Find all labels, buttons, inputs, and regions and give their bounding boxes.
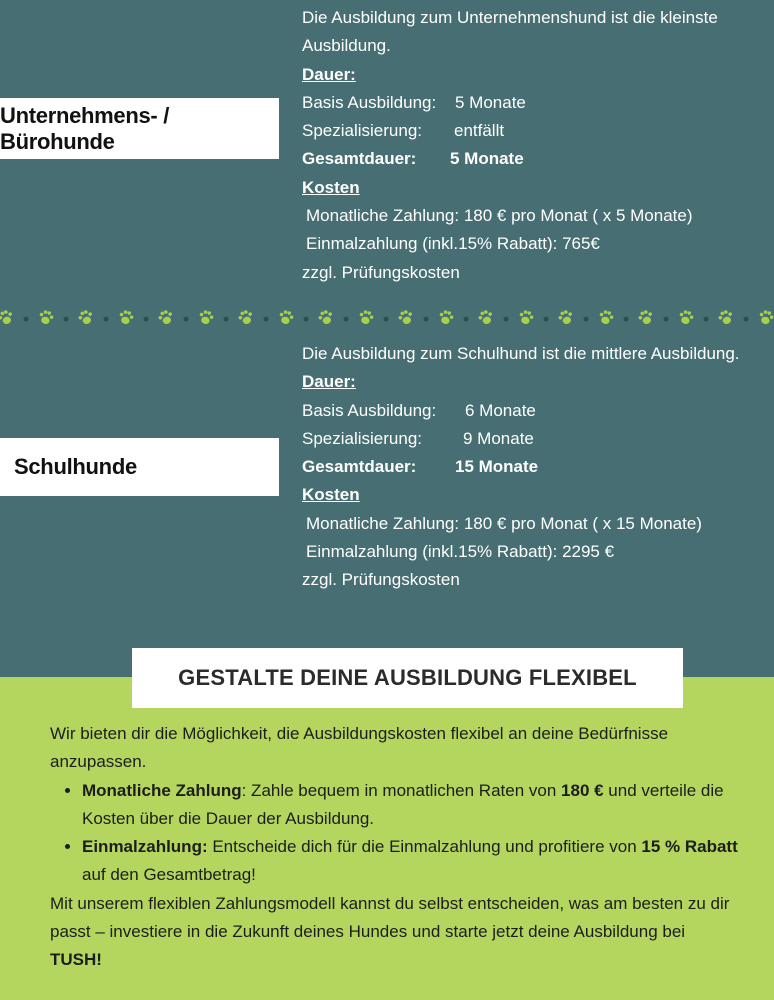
monthly-payment: Monatliche Zahlung: 180 € pro Monat ( x 5 Monate) xyxy=(306,206,693,226)
onetime-bold: Einmalzahlung: xyxy=(82,837,208,857)
flex-intro: Wir bieten dir die Möglichkeit, die Ausbildungskosten flexibel an deine Bedürfnisse anzupassen. xyxy=(50,724,669,772)
divider-dot xyxy=(424,317,429,322)
paw-print-icon xyxy=(198,309,215,326)
divider-dot xyxy=(464,317,469,322)
paw-print-icon xyxy=(278,309,295,326)
gesamt-key: Gesamtdauer: xyxy=(302,149,417,169)
paw-print-icon xyxy=(758,309,774,326)
onetime-discount: 15 % Rabatt xyxy=(641,837,738,857)
basis-row xyxy=(302,397,762,425)
section-label-school-dogs xyxy=(0,438,279,496)
divider-dot xyxy=(584,317,589,322)
section-intro: Die Ausbildung zum Schulhund ist die mittlere Ausbildung. xyxy=(302,344,740,363)
onetime-payment: Einmalzahlung (inkl.15% Rabatt): 2295 € xyxy=(306,542,615,562)
section-label-text: Schulhunde xyxy=(14,454,137,479)
spez-row xyxy=(302,425,762,453)
exam-costs: zzgl. Prüfungskosten xyxy=(302,570,460,590)
monthly-bold: Monatliche Zahlung xyxy=(82,780,242,800)
monthly-amount: 180 € xyxy=(561,780,604,800)
divider-dot xyxy=(384,317,389,322)
gesamt-value: 15 Monate xyxy=(455,457,539,477)
basis-value: 5 Monate xyxy=(455,92,526,112)
paw-print-icon xyxy=(518,309,535,326)
section-label-office-dogs xyxy=(0,98,279,159)
spez-key: Spezialisierung: xyxy=(302,121,423,141)
section-info-office-dogs xyxy=(302,4,762,287)
monthly-payment: Monatliche Zahlung: 180 € pro Monat ( x 15 Monate) xyxy=(306,513,702,533)
divider-dot xyxy=(664,317,669,322)
banner-title: GESTALTE DEINE AUSBILDUNG FLEXIBEL xyxy=(178,665,637,690)
dauer-heading: Dauer: xyxy=(302,372,356,392)
spez-value: entfällt xyxy=(454,121,505,141)
spez-value: 9 Monate xyxy=(463,428,534,448)
kosten-heading: Kosten xyxy=(302,485,360,505)
paw-print-icon xyxy=(358,309,375,326)
paw-print-icon xyxy=(317,309,335,326)
divider-dot xyxy=(624,317,629,322)
closing-text: Mit unserem flexiblen Zahlungsmodell kannst du selbst entscheiden, was am besten zu dir passt – investiere in die Zukunft deines Hundes und starte jetzt deine Ausbildung bei xyxy=(50,893,730,942)
divider-dot xyxy=(704,317,709,322)
paw-print-icon xyxy=(557,309,575,326)
divider-dot xyxy=(344,317,349,322)
gesamt-row xyxy=(302,145,762,173)
monthly-text-a: : Zahle bequem in monatlichen Raten von xyxy=(241,780,562,800)
paw-print-icon xyxy=(38,309,55,326)
exam-costs: zzgl. Prüfungskosten xyxy=(302,262,460,282)
paw-print-icon xyxy=(157,309,175,326)
list-item-onetime xyxy=(82,833,740,890)
paw-print-icon xyxy=(0,309,15,326)
flexible-payment-text xyxy=(50,720,740,975)
paw-print-icon xyxy=(77,309,95,326)
list-item-monthly xyxy=(82,777,740,834)
spez-row xyxy=(302,117,762,145)
section-info-school-dogs xyxy=(302,340,762,595)
paw-print-icon xyxy=(118,309,135,326)
basis-value: 6 Monate xyxy=(465,400,536,420)
divider-dot xyxy=(264,317,269,322)
paw-print-icon xyxy=(477,309,495,326)
paw-print-icon xyxy=(717,309,735,326)
monthly-text-b: und verteile die Kosten über die Dauer der Ausbildung. xyxy=(82,780,724,828)
kosten-heading: Kosten xyxy=(302,177,360,197)
divider-dot xyxy=(104,317,109,322)
payment-options-list xyxy=(50,777,740,890)
basis-key: Basis Ausbildung: xyxy=(302,400,437,420)
paw-print-icon xyxy=(637,309,655,326)
flex-closing xyxy=(50,890,740,975)
divider-dot xyxy=(504,317,509,322)
spez-key: Spezialisierung: xyxy=(302,428,423,448)
onetime-text-b: auf den Gesamtbetrag! xyxy=(82,865,256,885)
onetime-text-a: Entscheide dich für die Einmalzahlung und profitiere von xyxy=(207,837,642,857)
dauer-heading: Dauer: xyxy=(302,64,356,84)
section-intro: Die Ausbildung zum Unternehmenshund ist die kleinste Ausbildung. xyxy=(302,8,718,56)
basis-row xyxy=(302,89,762,117)
divider-dot xyxy=(24,317,29,322)
divider-dot xyxy=(64,317,69,322)
gesamt-value: 5 Monate xyxy=(450,149,524,169)
flexible-banner xyxy=(132,648,683,708)
gesamt-row xyxy=(302,453,762,481)
divider-dot xyxy=(544,317,549,322)
onetime-payment: Einmalzahlung (inkl.15% Rabatt): 765€ xyxy=(306,234,600,254)
paw-print-icon xyxy=(438,309,455,326)
divider-dot xyxy=(304,317,309,322)
brand-name: TUSH! xyxy=(50,950,102,970)
paw-print-icon xyxy=(678,309,695,326)
divider-dot xyxy=(184,317,189,322)
paw-print-icon xyxy=(237,309,255,326)
section-label-text: Unternehmens- / Bürohunde xyxy=(0,102,170,154)
divider-dot xyxy=(744,317,749,322)
gesamt-key: Gesamtdauer: xyxy=(302,457,417,477)
paw-print-icon xyxy=(397,309,415,326)
paw-divider xyxy=(0,305,774,329)
divider-dot xyxy=(224,317,229,322)
divider-dot xyxy=(144,317,149,322)
basis-key: Basis Ausbildung: xyxy=(302,92,437,112)
paw-print-icon xyxy=(598,309,615,326)
